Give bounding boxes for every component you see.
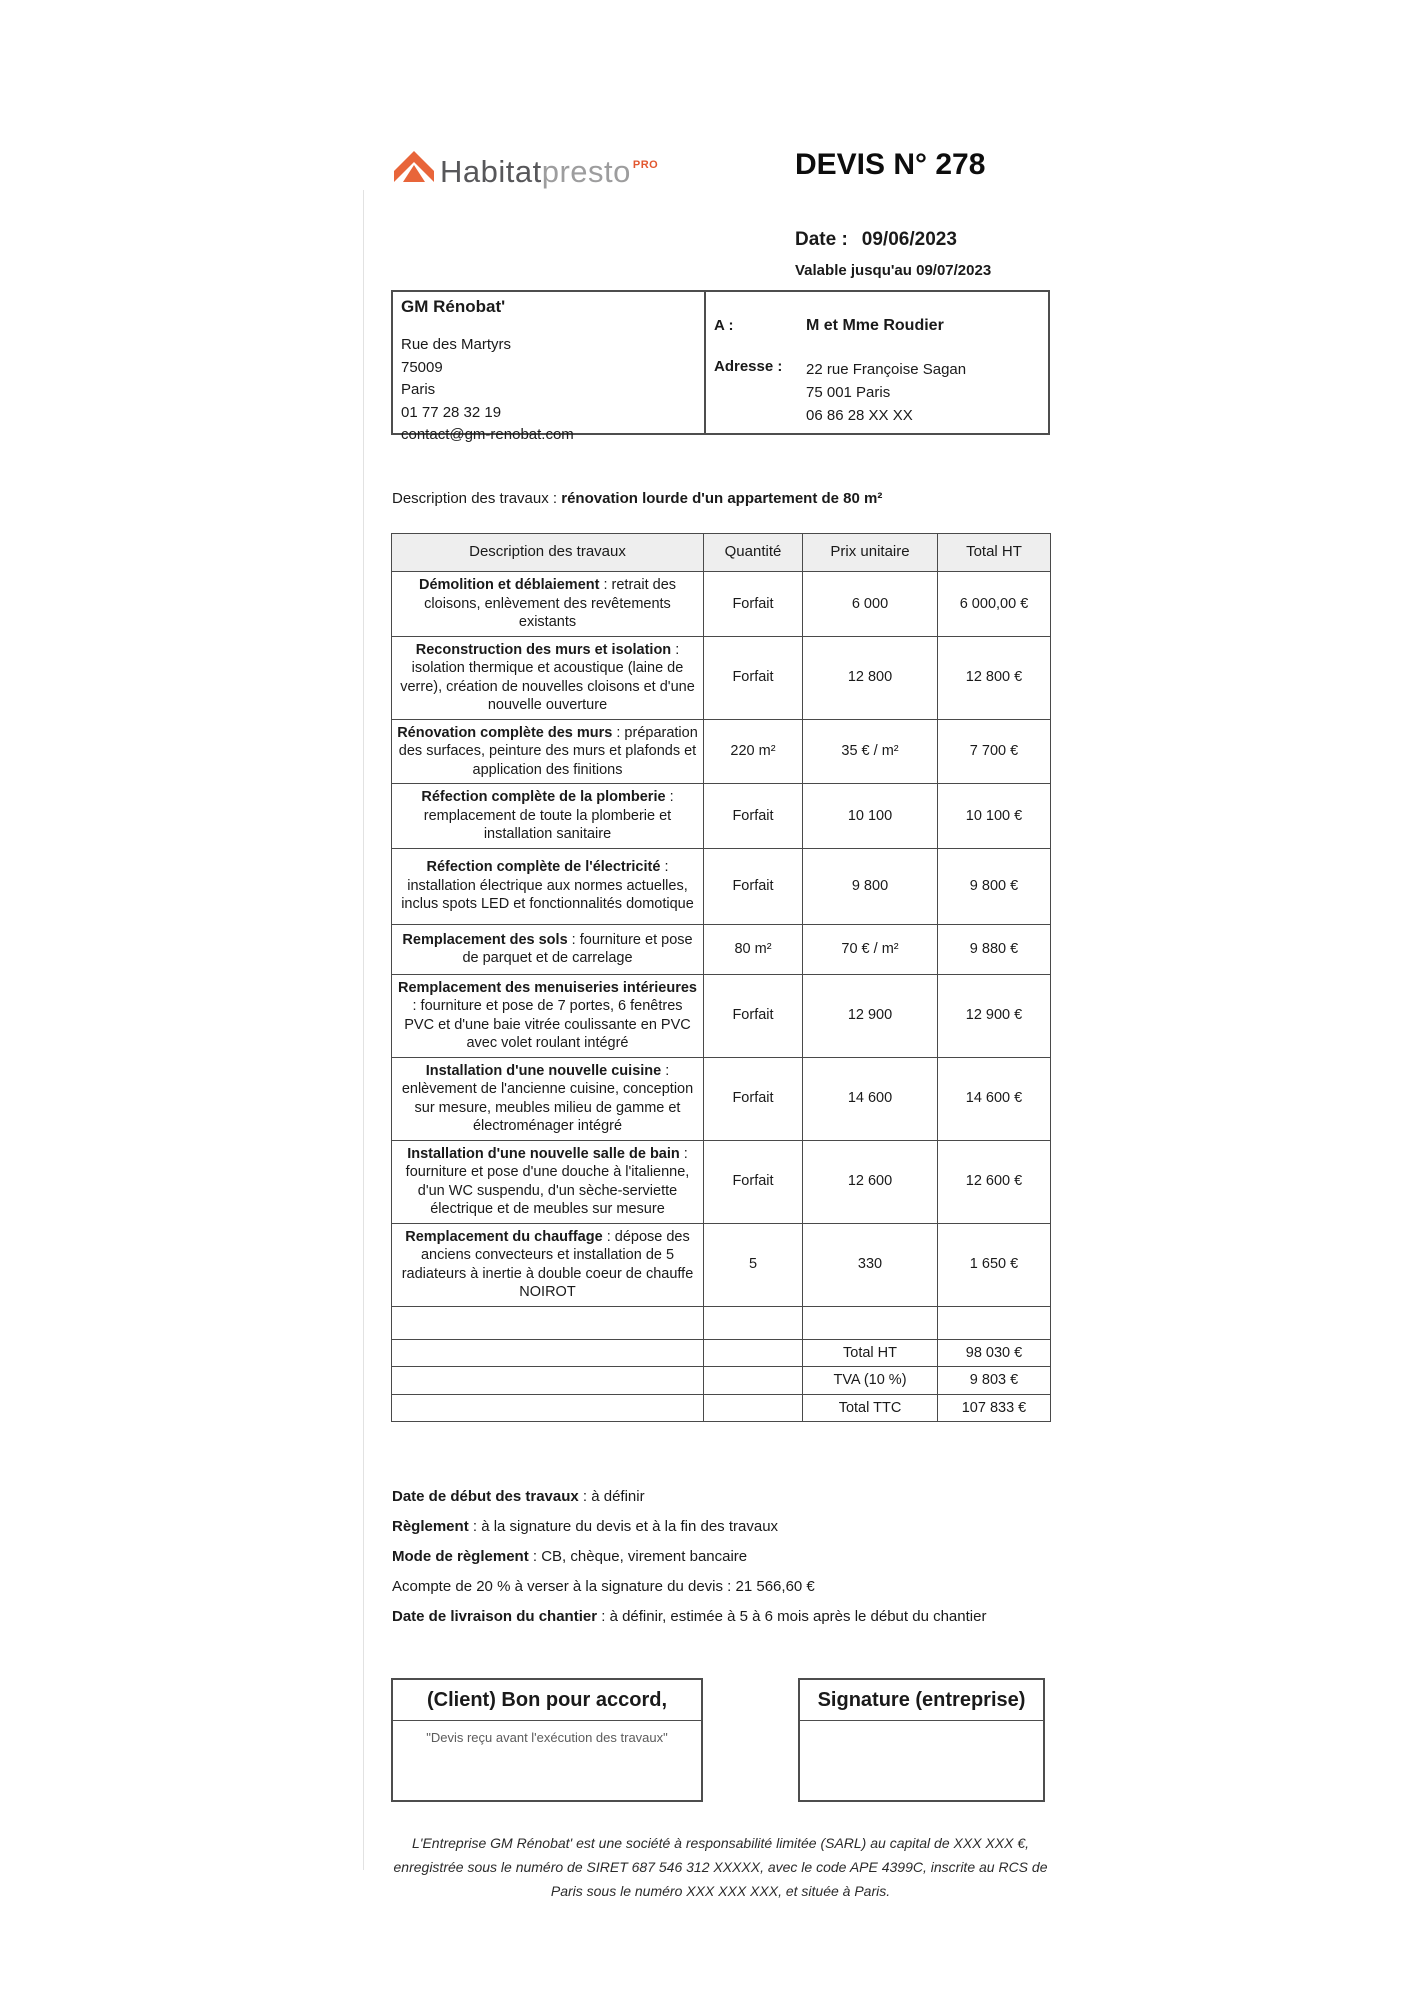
document-title: DEVIS N° 278 <box>795 148 986 181</box>
totals-rows <box>392 1339 1051 1422</box>
total-label: TVA (10 %) <box>803 1367 938 1395</box>
total-row <box>392 1367 1051 1395</box>
term-line: Date de début des travaux : à définir <box>392 1488 645 1505</box>
row-quantity: Forfait <box>704 784 803 849</box>
valid-until: Valable jusqu'au 09/07/2023 <box>795 262 992 279</box>
date-value: 09/06/2023 <box>861 229 957 250</box>
company-email: contact@gm-renobat.com <box>401 426 574 443</box>
total-label: Total TTC <box>803 1394 938 1422</box>
company-phone: 01 77 28 32 19 <box>401 403 502 421</box>
row-total: 12 900 € <box>938 974 1051 1057</box>
client-signature-title: (Client) Bon pour accord, <box>393 1680 701 1721</box>
table-row <box>392 848 1051 924</box>
client-name: M et Mme Roudier <box>806 317 944 334</box>
address-label: Adresse : <box>714 358 783 375</box>
row-unit-price: 6 000 <box>803 572 938 637</box>
term-line: Date de livraison du chantier : à définir, estimée à 5 à 6 mois après le début du chantier <box>392 1608 987 1625</box>
date-label: Date : <box>795 229 848 250</box>
row-unit-price: 14 600 <box>803 1057 938 1140</box>
term-line: Acompte de 20 % à verser à la signature du devis : 21 566,60 € <box>392 1578 815 1595</box>
quote-table <box>391 533 1051 1422</box>
client-info <box>706 292 1048 433</box>
table-row <box>392 1057 1051 1140</box>
company-name: GM Rénobat' <box>401 297 506 316</box>
row-quantity: Forfait <box>704 1140 803 1223</box>
row-description: Remplacement des menuiseries intérieures : fourniture et pose de 7 portes, 6 fenêtres PVC et d'une baie vitrée coulissante en PVC avec volet roulant intégré <box>392 974 704 1057</box>
company-zip: 75009 <box>401 358 443 376</box>
row-quantity: Forfait <box>704 1057 803 1140</box>
term-line: Mode de règlement : CB, chèque, virement bancaire <box>392 1548 748 1565</box>
row-description: Installation d'une nouvelle cuisine : enlèvement de l'ancienne cuisine, conception sur mesure, meubles milieu de gamme et électroménager intégré <box>392 1057 704 1140</box>
row-unit-price: 70 € / m² <box>803 924 938 974</box>
table-row <box>392 784 1051 849</box>
company-city: Paris <box>401 381 436 398</box>
col-header-description: Description des travaux <box>392 534 704 572</box>
row-quantity: Forfait <box>704 572 803 637</box>
row-description: Remplacement du chauffage : dépose des anciens convecteurs et installation de 5 radiateurs à inertie à double coeur de chauffe NOIROT <box>392 1223 704 1306</box>
row-total: 10 100 € <box>938 784 1051 849</box>
house-arrow-icon <box>394 150 434 184</box>
company-info <box>393 292 706 443</box>
client-name-row <box>714 317 1038 335</box>
row-description: Reconstruction des murs et isolation : isolation thermique et acoustique (laine de verre), création de nouvelles cloisons et d'une nouvelle ouverture <box>392 636 704 719</box>
client-address <box>806 358 966 427</box>
total-value: 9 803 € <box>938 1367 1051 1395</box>
table-header <box>392 534 1051 572</box>
row-total: 12 800 € <box>938 636 1051 719</box>
row-unit-price: 9 800 <box>803 848 938 924</box>
row-total: 14 600 € <box>938 1057 1051 1140</box>
page-margin-line <box>363 190 364 1870</box>
table-body <box>392 572 1051 1307</box>
row-description: Démolition et déblaiement : retrait des cloisons, enlèvement des revêtements existants <box>392 572 704 637</box>
parties-box <box>391 290 1050 443</box>
total-value: 107 833 € <box>938 1394 1051 1422</box>
row-unit-price: 12 900 <box>803 974 938 1057</box>
row-total: 9 880 € <box>938 924 1051 974</box>
row-total: 12 600 € <box>938 1140 1051 1223</box>
client-address-row <box>714 358 1038 427</box>
row-quantity: 220 m² <box>704 719 803 784</box>
row-unit-price: 10 100 <box>803 784 938 849</box>
row-unit-price: 12 800 <box>803 636 938 719</box>
table-row <box>392 636 1051 719</box>
term-line: Règlement : à la signature du devis et à la fin des travaux <box>392 1518 779 1535</box>
row-description: Réfection complète de l'électricité : installation électrique aux normes actuelles, inclus spots LED et fonctionnalités domotique <box>392 848 704 924</box>
client-street: 22 rue Françoise Sagan <box>806 361 967 378</box>
logo-presto: presto <box>541 154 631 189</box>
client-phone: 06 86 28 XX XX <box>806 407 913 424</box>
legal-footer: L'Entreprise GM Rénobat' est une société à responsabilité limitée (SARL) au capital de XXX XXX €, enregistrée sous le numéro de SIRET 687 546 312 XXXXX, avec le code APE 4399C, inscrite au RCS de Paris sous le numéro XXX XXX XXX, et située à Paris. <box>393 1835 1048 1899</box>
total-row <box>392 1394 1051 1422</box>
spacer-row <box>392 1306 1051 1339</box>
table-row <box>392 1140 1051 1223</box>
table-row <box>392 1223 1051 1306</box>
total-label: Total HT <box>803 1339 938 1367</box>
company-signature-title: Signature (entreprise) <box>800 1680 1043 1721</box>
row-quantity: Forfait <box>704 848 803 924</box>
row-total: 7 700 € <box>938 719 1051 784</box>
total-row <box>392 1339 1051 1367</box>
table-row <box>392 719 1051 784</box>
table-row <box>392 572 1051 637</box>
logo-habitat: Habitat <box>440 154 542 189</box>
row-quantity: 5 <box>704 1223 803 1306</box>
company-street: Rue des Martyrs <box>401 336 512 353</box>
row-quantity: 80 m² <box>704 924 803 974</box>
row-quantity: Forfait <box>704 974 803 1057</box>
row-description: Réfection complète de la plomberie : remplacement de toute la plomberie et installation sanitaire <box>392 784 704 849</box>
col-header-total: Total HT <box>938 534 1051 572</box>
row-total: 6 000,00 € <box>938 572 1051 637</box>
table-row <box>392 924 1051 974</box>
works-label: Description des travaux : <box>392 490 562 507</box>
logo-pro-badge: PRO <box>632 159 659 171</box>
date-line <box>795 229 957 251</box>
row-unit-price: 35 € / m² <box>803 719 938 784</box>
habitatpresto-logo <box>394 146 658 191</box>
to-label: A : <box>714 317 734 334</box>
totals-section <box>392 1306 1051 1339</box>
terms-block <box>392 1488 986 1638</box>
client-signature-box <box>391 1678 703 1802</box>
logo-wordmark <box>440 146 658 191</box>
row-quantity: Forfait <box>704 636 803 719</box>
col-header-unit-price: Prix unitaire <box>803 534 938 572</box>
works-value: rénovation lourde d'un appartement de 80 m² <box>561 490 883 507</box>
col-header-quantity: Quantité <box>704 534 803 572</box>
company-address <box>401 334 696 447</box>
works-description-line <box>392 490 882 507</box>
row-total: 1 650 € <box>938 1223 1051 1306</box>
row-unit-price: 12 600 <box>803 1140 938 1223</box>
table-row <box>392 974 1051 1057</box>
client-signature-note: "Devis reçu avant l'exécution des travaux" <box>426 1730 668 1745</box>
total-value: 98 030 € <box>938 1339 1051 1367</box>
row-total: 9 800 € <box>938 848 1051 924</box>
row-description: Remplacement des sols : fourniture et pose de parquet et de carrelage <box>392 924 704 974</box>
company-signature-box <box>798 1678 1045 1802</box>
client-zip-city: 75 001 Paris <box>806 384 891 401</box>
row-description: Installation d'une nouvelle salle de bain : fourniture et pose d'une douche à l'italienne, d'un WC suspendu, d'un sèche-serviette électrique et de meubles sur mesure <box>392 1140 704 1223</box>
row-unit-price: 330 <box>803 1223 938 1306</box>
row-description: Rénovation complète des murs : préparation des surfaces, peinture des murs et plafonds et application des finitions <box>392 719 704 784</box>
